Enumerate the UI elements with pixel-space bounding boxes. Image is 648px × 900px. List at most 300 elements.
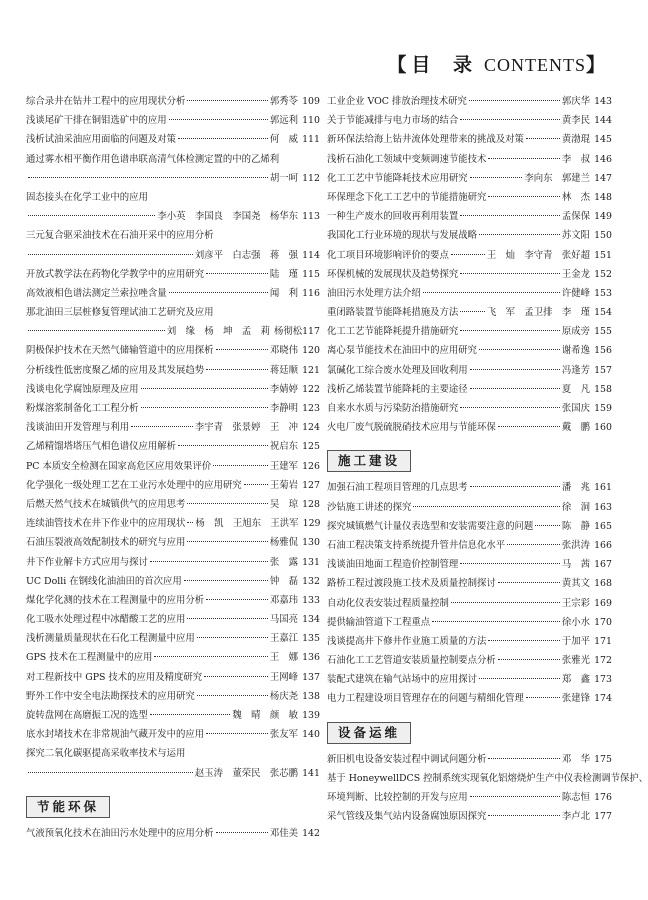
entry-page: 113: [302, 211, 320, 223]
entry-author: 王菊岩: [269, 479, 298, 491]
entry-page: 134: [302, 614, 320, 626]
dot-leader: [169, 119, 268, 120]
entry-author: 苏文阳: [561, 230, 590, 242]
entry-author: 王 娜: [269, 652, 298, 664]
entry-page: 166: [594, 539, 612, 551]
entry-page: 150: [594, 230, 612, 242]
entry-author: 李宇青 张景婷 王 冲: [194, 422, 298, 434]
header-bracket-open: 【: [387, 54, 408, 76]
dot-leader: [470, 177, 523, 178]
entry-page: 142: [302, 827, 320, 839]
dot-leader: [206, 599, 268, 600]
header-title-en: CONTENTS: [483, 55, 586, 75]
entry-author: 闻 利: [269, 287, 298, 299]
entry-title: PC 本质安全检测在国家高危区应用效果评价: [26, 460, 212, 472]
entry-author: 张国庆: [561, 403, 590, 414]
dot-leader: [28, 177, 268, 178]
entry-title: 关于节能减排与电力市场的结合: [327, 115, 459, 127]
entry-title: 浅析乙烯装置节能降耗的主要途径: [327, 383, 468, 395]
toc-entry[interactable]: [327, 265, 612, 284]
entry-title: 旋转盘网在高磨振工况的选型: [26, 710, 148, 721]
entry-title: 装配式建筑在输气站场中的应用探讨: [327, 674, 478, 686]
toc-entry[interactable]: [327, 670, 612, 689]
contents-header: [387, 50, 606, 77]
dot-leader: [413, 506, 559, 507]
dot-leader: [488, 158, 559, 159]
toc-entry[interactable]: [327, 750, 612, 769]
dot-leader: [470, 486, 560, 487]
dot-leader: [498, 426, 560, 427]
entry-author: 戴 鹏: [561, 422, 590, 434]
toc-entry[interactable]: [26, 303, 320, 322]
toc-entry[interactable]: [26, 668, 320, 687]
dot-leader: [470, 369, 560, 370]
entry-page: 109: [302, 96, 320, 107]
dot-leader: [488, 640, 559, 641]
toc-entry[interactable]: [26, 150, 320, 169]
toc-entry[interactable]: [327, 574, 612, 593]
toc-entry[interactable]: [26, 188, 320, 207]
toc-entry[interactable]: [327, 303, 612, 322]
entry-author: 许健峰: [561, 287, 590, 299]
entry-title: 浅谈电化学腐蚀原理及应用: [26, 383, 139, 395]
header-bracket-close: 】: [585, 54, 606, 76]
entry-page: 152: [594, 268, 612, 280]
dot-leader: [423, 292, 560, 293]
entry-author: 祝启东: [269, 441, 298, 453]
entry-author: 林 杰: [561, 191, 590, 203]
dot-leader: [216, 832, 268, 833]
entry-author: 郭远利: [269, 115, 298, 127]
dot-leader: [535, 525, 560, 526]
dot-leader: [150, 561, 268, 562]
toc-entry[interactable]: [327, 341, 612, 360]
toc-entry[interactable]: [26, 92, 320, 111]
section-heading: 设备运维: [327, 722, 411, 744]
entry-title: GPS 技术在工程测量中的应用: [26, 652, 153, 664]
toc-entry[interactable]: [26, 111, 320, 130]
toc-entry[interactable]: [327, 536, 612, 555]
entry-page: 165: [594, 520, 612, 532]
dot-leader: [479, 234, 560, 235]
entry-page: 120: [302, 345, 320, 357]
toc-entry[interactable]: [327, 418, 612, 437]
entry-page: 153: [594, 287, 612, 299]
dot-leader: [141, 388, 268, 389]
entry-title: 新环保法给海上钻井流体处理带来的挑战及对策: [327, 134, 524, 146]
toc-entry[interactable]: [26, 648, 320, 667]
entry-author: 钟 磊: [269, 575, 298, 587]
entry-author: 邓晓伟: [269, 345, 298, 357]
toc-entry[interactable]: [327, 322, 612, 341]
entry-author: 谢希逸: [561, 345, 590, 357]
entry-title: 新旧机电设备安装过程中调试问题分析: [327, 753, 487, 765]
entry-title: 浅谈油田开发管理与利用: [26, 422, 130, 434]
entry-author: 王金龙: [561, 268, 590, 280]
dot-leader: [187, 503, 267, 504]
toc-entry[interactable]: [26, 207, 320, 226]
section-heading: 节能环保: [26, 796, 110, 818]
entry-page: 168: [594, 578, 612, 590]
entry-title: 连续油管技术在井下作业中的应用现状: [26, 518, 186, 530]
entry-page: 131: [302, 556, 320, 568]
entry-page: 126: [302, 460, 320, 472]
dot-leader: [488, 196, 559, 197]
entry-page: 128: [302, 498, 320, 510]
toc-entry[interactable]: [26, 437, 320, 456]
entry-title: 分析线性低密度聚乙烯的应用及其发展趋势: [26, 364, 205, 376]
entry-title: 开放式教学法在药物化学教学中的应用研究: [26, 268, 205, 280]
entry-title: 化工工艺中节能降耗技术应用研究: [327, 172, 468, 184]
entry-page: 136: [302, 652, 320, 664]
toc-entry[interactable]: [327, 226, 612, 245]
toc-entry[interactable]: [327, 807, 612, 826]
dot-leader: [488, 758, 559, 759]
entry-title: 化工吸水处理过程中冰醋酸工艺的应用: [26, 614, 186, 626]
dot-leader: [206, 733, 268, 734]
entry-title: 浅谈油田地面工程造价控制管理: [327, 559, 459, 571]
entry-author: 王嘉江: [269, 633, 298, 645]
entry-title: 野外工作中安全电法勘探技术的应用研究: [26, 690, 195, 702]
entry-author: 张 露: [269, 556, 298, 568]
entry-title: 路桥工程过渡段施工技术及质量控制探讨: [327, 578, 496, 590]
entry-author: 郭庆华: [561, 96, 590, 107]
entry-title: 工业企业 VOC 排放治理技术研究: [327, 96, 467, 107]
dot-leader: [131, 426, 193, 427]
entry-author: 徐 洞: [561, 501, 590, 513]
entry-page: 130: [302, 537, 320, 549]
toc-entry[interactable]: [26, 572, 320, 591]
entry-title: 那北油田三层桩修复管理试油工艺研究及应用: [26, 307, 214, 319]
entry-author: 蒋廷顺: [269, 364, 298, 376]
entry-title: 浅谈尾矿干排在铜钼选矿中的应用: [26, 115, 167, 127]
entry-author: 王建军: [269, 460, 298, 472]
entry-author: 张洪涛: [561, 539, 590, 551]
toc-entry[interactable]: [327, 380, 612, 399]
toc-entry[interactable]: [327, 651, 612, 670]
entry-author: 飞 军 孟卫排 李 瑾: [486, 307, 590, 319]
toc-entry[interactable]: [327, 498, 612, 517]
dot-leader: [169, 292, 268, 293]
dot-leader: [187, 100, 267, 101]
entry-page: 173: [594, 674, 612, 686]
dot-leader: [184, 580, 268, 581]
toc-entry[interactable]: [327, 478, 612, 497]
entry-title: 自来水水质与污染防治措施研究: [327, 403, 459, 414]
toc-entry[interactable]: [26, 361, 320, 380]
entry-page: 116: [302, 287, 320, 299]
toc-entry[interactable]: [26, 284, 320, 303]
entry-title: 采气管线及集气站内设备腐蚀原因探究: [327, 811, 487, 823]
entry-page: 110: [302, 115, 320, 127]
entry-title: 石油压裂液高效配制技术的研究与应用: [26, 537, 186, 549]
toc-entry[interactable]: [327, 284, 612, 303]
entry-page: 154: [594, 307, 612, 319]
entry-page: 140: [302, 729, 320, 741]
entry-author: 张建锋: [561, 693, 590, 705]
toc-entry[interactable]: [26, 533, 320, 552]
toc-entry[interactable]: [327, 169, 612, 188]
entry-author: 冯逢芳: [561, 364, 590, 376]
toc-entry[interactable]: [26, 629, 320, 648]
section-heading: 施工建设: [327, 450, 411, 472]
entry-page: 115: [302, 268, 320, 280]
entry-author: 刘 缘 杨 坤 孟 莉: [166, 326, 270, 338]
toc-entry[interactable]: [327, 207, 612, 226]
entry-page: 171: [594, 635, 612, 647]
header-title-cn: 目 录: [411, 54, 480, 76]
dot-leader: [488, 815, 559, 816]
toc-entry[interactable]: [26, 744, 320, 763]
entry-title: 离心泵节能技术在油田中的应用研究: [327, 345, 478, 357]
entry-title: 油田污水处理方法介绍: [327, 287, 421, 299]
entry-author: 魏 晴 颜 敏: [232, 710, 298, 721]
toc-entry[interactable]: [327, 517, 612, 536]
entry-title: 通过雾水相平衡作用色谱串联高清气体检测定置的中的乙烯利: [26, 153, 280, 165]
entry-title: 沙钻施工讲述的探究: [327, 501, 412, 513]
entry-author: 陈志恒: [561, 792, 590, 803]
entry-page: 170: [594, 616, 612, 628]
entry-page: 167: [594, 559, 612, 571]
toc-entry[interactable]: [26, 764, 320, 783]
toc-entry[interactable]: [327, 111, 612, 130]
entry-title: 阴极保护技术在天然气储输管道中的应用探析: [26, 345, 214, 357]
toc-entry[interactable]: [327, 399, 612, 418]
dot-leader: [469, 100, 560, 101]
toc-entry[interactable]: [327, 361, 612, 380]
toc-entry[interactable]: [26, 226, 320, 245]
toc-entry[interactable]: [327, 594, 612, 613]
entry-title: 火电厂废气脱硫脱硝技术应用与节能环保: [327, 422, 496, 434]
entry-title: UC Dolli 在钢线化油油田的首次应用: [26, 575, 182, 587]
entry-title: 三元复合驱采油技术在石油开采中的应用分析: [26, 230, 214, 242]
entry-title: 探究城镇燃气计量仪表选型和安装需要注意的问题: [327, 520, 534, 532]
entry-title: 环保理念下化工工艺中的节能措施研究: [327, 191, 487, 203]
entry-author: 潘 兆: [561, 482, 590, 494]
toc-entry[interactable]: [327, 246, 612, 265]
dot-leader: [460, 330, 560, 331]
toc-entry[interactable]: [26, 322, 320, 341]
dot-leader: [154, 656, 268, 657]
dot-leader: [526, 138, 560, 139]
toc-entry[interactable]: [26, 169, 320, 188]
dot-leader: [28, 772, 193, 773]
entry-page: 156: [594, 345, 612, 357]
entry-author: 马国亮: [269, 614, 298, 626]
entry-title: 浅谈提高井下修井作业施工质量的方法: [327, 635, 487, 647]
section-heading-wrap: [327, 709, 612, 750]
entry-author: 杨雅侃: [269, 537, 298, 549]
toc-entry[interactable]: [26, 591, 320, 610]
toc-entry[interactable]: [26, 246, 320, 265]
toc-entry[interactable]: [26, 687, 320, 706]
entry-author: 陈 静: [561, 520, 590, 532]
entry-page: 160: [594, 422, 612, 434]
entry-author: 孟保保: [561, 211, 590, 223]
dot-leader: [460, 119, 560, 120]
entry-title: 加强石油工程项目管理的几点思考: [327, 482, 468, 494]
toc-entry[interactable]: [327, 150, 612, 169]
entry-page: 177: [594, 811, 612, 823]
entry-page: 112: [302, 172, 320, 184]
toc-entry[interactable]: [26, 130, 320, 149]
dot-leader: [432, 621, 560, 622]
entry-author: 杨 凯 王旭东 王洪军: [195, 518, 299, 530]
toc-entry[interactable]: [327, 689, 612, 708]
dot-leader: [216, 349, 268, 350]
entry-page: 124: [302, 422, 320, 434]
entry-page: 125: [302, 441, 320, 453]
toc-entry[interactable]: [327, 555, 612, 574]
entry-page: 144: [594, 115, 612, 127]
toc-entry[interactable]: [26, 265, 320, 284]
dot-leader: [28, 330, 165, 331]
entry-title: 重闭路装置节能降耗措施及方法: [327, 307, 459, 319]
dot-leader: [204, 676, 268, 677]
dot-leader: [526, 697, 560, 698]
entry-title: 综合录井在钻井工程中的应用现状分析: [26, 96, 186, 107]
entry-author: 夏 凡: [561, 383, 590, 395]
entry-author: 徐小水: [561, 616, 590, 628]
dot-leader: [507, 544, 560, 545]
entry-page: 157: [594, 364, 612, 376]
entry-page: 122: [302, 383, 320, 395]
entry-author: 王网峰: [269, 671, 298, 683]
dot-leader: [460, 215, 560, 216]
toc-entry[interactable]: [26, 706, 320, 725]
entry-page: 174: [594, 693, 612, 705]
left-column: [26, 92, 320, 843]
dot-leader: [460, 273, 560, 274]
entry-title: 我国化工行业环境的现状与发展战略: [327, 230, 478, 242]
toc-entry[interactable]: [26, 610, 320, 629]
entry-page: 149: [594, 211, 612, 223]
entry-author: 黄其文: [561, 578, 590, 590]
entry-page: 161: [594, 482, 612, 494]
entry-title: 化学强化一级处理工艺在工业污水处理中的应用研究: [26, 479, 242, 491]
entry-page: 163: [594, 501, 612, 513]
toc-entry[interactable]: [327, 632, 612, 651]
entry-author: 邓 华: [561, 753, 590, 765]
entry-author: 郑 鑫: [561, 674, 590, 686]
entry-author: 邓佳美: [269, 827, 298, 839]
entry-author: 胡一呵: [269, 172, 298, 184]
entry-author: 郭秀苓: [269, 96, 298, 107]
entry-title: 乙烯精馏塔塔压气相色谱仪应用解析: [26, 441, 177, 453]
entry-page: 杨彻松117: [273, 326, 320, 338]
toc-entry[interactable]: [26, 476, 320, 495]
toc-entry[interactable]: [26, 553, 320, 572]
dot-leader: [141, 407, 268, 408]
toc-entry[interactable]: [26, 725, 320, 744]
entry-page: 133: [302, 594, 320, 606]
toc-entry[interactable]: [327, 769, 648, 788]
toc-entry[interactable]: [26, 399, 320, 418]
entry-author: 于加平: [561, 635, 590, 647]
entry-page: 155: [594, 326, 612, 338]
entry-author: 吴 琼: [269, 498, 298, 510]
dot-leader: [197, 637, 268, 638]
entry-title: 基于 HoneywellDCS 控制系统实现氧化铝熔烧炉生产中仪表检测调节保护、: [327, 772, 648, 784]
entry-author: 刘彦平 白志强 蒋 强: [194, 249, 298, 261]
dot-leader: [187, 618, 267, 619]
entry-page: 175: [594, 753, 612, 765]
toc-entry[interactable]: [26, 457, 320, 476]
toc-entry[interactable]: [327, 92, 612, 111]
dot-leader: [470, 796, 560, 797]
entry-page: 139: [302, 710, 320, 721]
entry-page: 141: [302, 767, 320, 779]
entry-author: 李向东 郭建兰: [524, 172, 590, 184]
dot-leader: [197, 695, 268, 696]
toc-entry[interactable]: [26, 824, 320, 843]
dot-leader: [470, 388, 560, 389]
toc-entry[interactable]: [327, 788, 612, 807]
entry-title: 井下作业解卡方式应用与探讨: [26, 556, 148, 568]
entry-page: 147: [594, 172, 612, 184]
entry-author: 李婧婷: [269, 383, 298, 395]
entry-page: 114: [302, 249, 320, 261]
dot-leader: [187, 541, 267, 542]
dot-leader: [460, 563, 560, 564]
entry-title: 提供输油管道下工程重点: [327, 616, 431, 628]
entry-page: 172: [594, 655, 612, 667]
entry-page: 123: [302, 403, 320, 414]
entry-author: 赵玉涛 董荣民 张芯鹏: [194, 767, 298, 779]
toc-entry[interactable]: [26, 495, 320, 514]
entry-title: 环境判断、比较控制的开发与应用: [327, 792, 468, 803]
dot-leader: [460, 311, 485, 312]
entry-page: 169: [594, 597, 612, 609]
entry-page: 158: [594, 383, 612, 395]
dot-leader: [213, 465, 268, 466]
entry-author: 王 灿 李守青 张好超: [486, 249, 590, 261]
entry-title: 粉煤溶浆制备化工工程分析: [26, 403, 139, 414]
entry-page: 143: [594, 96, 612, 107]
toc-entry[interactable]: [26, 418, 320, 437]
entry-author: 黄渤琨: [561, 134, 590, 146]
section-heading-wrap: [327, 437, 612, 478]
entry-page: 159: [594, 403, 612, 414]
entry-title: 后燃天然气技术在城镇供气的应用思考: [26, 498, 186, 510]
entry-author: 原成旁: [561, 326, 590, 338]
entry-title: 化工项目环境影响评价的要点: [327, 249, 449, 261]
entry-title: 浅析测量质量现状在石化工程测量中应用: [26, 633, 195, 645]
toc-entry[interactable]: [26, 514, 320, 533]
entry-title: 自动化仪表安装过程质量控制: [327, 597, 449, 609]
dot-leader: [451, 602, 560, 603]
entry-page: 176: [594, 792, 612, 803]
toc-entry[interactable]: [327, 613, 612, 632]
toc-entry[interactable]: [327, 130, 612, 149]
dot-leader: [460, 407, 560, 408]
entry-title: 环保机械的发展现状及趋势探究: [327, 268, 459, 280]
dot-leader: [178, 445, 268, 446]
dot-leader: [178, 138, 268, 139]
entry-title: 电力工程建设项目管理存在的问题与精细化管理: [327, 693, 524, 705]
entry-page: 148: [594, 191, 612, 203]
toc-entry[interactable]: [327, 188, 612, 207]
dot-leader: [28, 254, 193, 255]
entry-page: 121: [302, 364, 320, 376]
toc-entry[interactable]: [26, 380, 320, 399]
entry-author: 李小英 李国良 李国尧 杨华东: [157, 211, 298, 223]
toc-entry[interactable]: [26, 341, 320, 360]
entry-author: 杨庆尧: [269, 690, 298, 702]
entry-page: 137: [302, 671, 320, 683]
entry-title: 煤化学化测的技术在工程测量中的应用分析: [26, 594, 205, 606]
entry-page: 127: [302, 479, 320, 491]
